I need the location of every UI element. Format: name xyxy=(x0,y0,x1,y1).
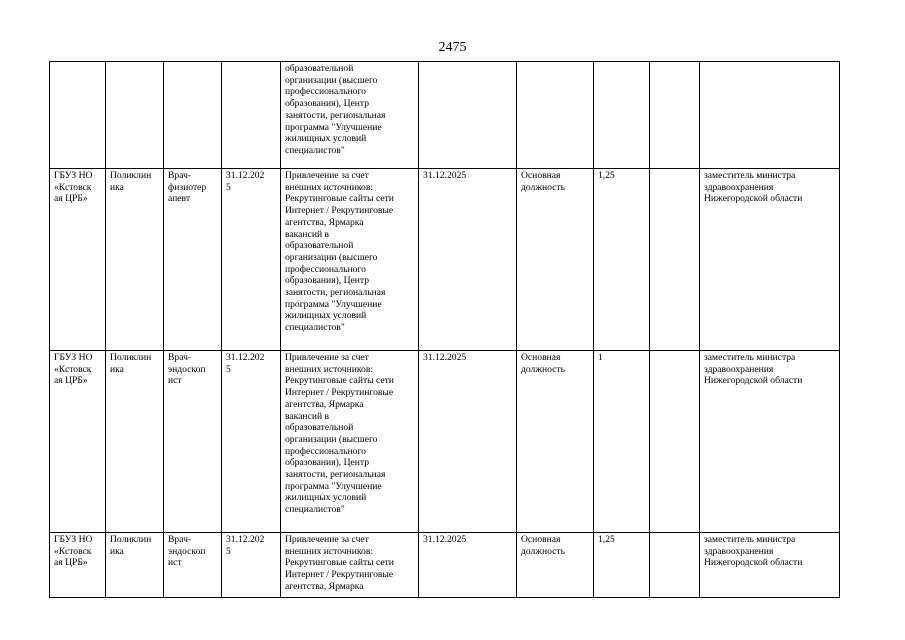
rate-cell xyxy=(594,62,650,169)
responsible-cell xyxy=(700,533,840,598)
deadline-cell xyxy=(419,169,517,351)
measures-cell-text: Привлечение за счет внешних источников: Рекрутинговые сайты сети Интернет / Рекрутинговые агентства, Ярмарка вакансий в образовательной организации (высшего профессионального образования), Центр занятости, региональная программа "Улучшение жилищных условий специалистов" xyxy=(285,352,394,516)
date-cell xyxy=(222,62,281,169)
position-cell xyxy=(164,169,222,351)
deadline-cell-text: 31.12.2025 xyxy=(423,170,467,181)
position-type-cell-text: Основная должность xyxy=(521,534,565,557)
organization-cell-text: ГБУЗ НО «Кстовск ая ЦРБ» xyxy=(54,534,93,569)
empty-cell xyxy=(650,62,700,169)
position-cell-text: Врач- эндоскоп ист xyxy=(168,352,206,387)
table-row xyxy=(50,533,840,598)
measures-cell-text: образовательной организации (высшего профессионального образования), Центр занятости, региональная программа "Улучшение жилищных условий специалистов" xyxy=(285,63,386,156)
responsible-cell xyxy=(700,62,840,169)
table-row xyxy=(50,351,840,533)
position-type-cell-text: Основная должность xyxy=(521,170,565,193)
measures-cell xyxy=(281,62,419,169)
date-cell-text: 31.12.202 5 xyxy=(226,534,265,557)
position-type-cell xyxy=(517,533,594,598)
position-type-cell xyxy=(517,62,594,169)
rate-cell-text: 1 xyxy=(598,352,603,363)
organization-cell xyxy=(50,533,106,598)
responsible-cell-text: заместитель министра здравоохранения Нижегородской области xyxy=(704,534,803,569)
division-cell-text: Поликлин ика xyxy=(110,170,152,193)
responsible-cell xyxy=(700,169,840,351)
division-cell xyxy=(106,533,164,598)
deadline-cell xyxy=(419,533,517,598)
rate-cell xyxy=(594,533,650,598)
organization-cell xyxy=(50,169,106,351)
rate-cell xyxy=(594,169,650,351)
deadline-cell-text: 31.12.2025 xyxy=(423,534,467,545)
deadline-cell-text: 31.12.2025 xyxy=(423,352,467,363)
position-cell xyxy=(164,351,222,533)
measures-cell xyxy=(281,169,419,351)
date-cell xyxy=(222,533,281,598)
position-type-cell xyxy=(517,169,594,351)
position-type-cell-text: Основная должность xyxy=(521,352,565,375)
responsible-cell xyxy=(700,351,840,533)
position-cell-text: Врач- эндоскоп ист xyxy=(168,534,206,569)
position-cell xyxy=(164,62,222,169)
organization-cell xyxy=(50,351,106,533)
empty-cell xyxy=(650,533,700,598)
date-cell-text: 31.12.202 5 xyxy=(226,352,265,375)
organization-cell xyxy=(50,62,106,169)
organization-cell-text: ГБУЗ НО «Кстовск ая ЦРБ» xyxy=(54,352,93,387)
measures-cell xyxy=(281,351,419,533)
rate-cell-text: 1,25 xyxy=(598,170,615,181)
measures-cell xyxy=(281,533,419,598)
division-cell-text: Поликлин ика xyxy=(110,352,152,375)
deadline-cell xyxy=(419,351,517,533)
table-row xyxy=(50,169,840,351)
deadline-cell xyxy=(419,62,517,169)
empty-cell xyxy=(650,169,700,351)
rate-cell xyxy=(594,351,650,533)
page-number: 2475 xyxy=(438,40,467,55)
division-cell xyxy=(106,62,164,169)
empty-cell xyxy=(650,351,700,533)
position-type-cell xyxy=(517,351,594,533)
measures-cell-text: Привлечение за счет внешних источников: Рекрутинговые сайты сети Интернет / Рекрутинговые агентства, Ярмарка xyxy=(285,534,394,592)
division-cell xyxy=(106,351,164,533)
responsible-cell-text: заместитель министра здравоохранения Нижегородской области xyxy=(704,170,803,205)
position-cell-text: Врач- физиотер апевт xyxy=(168,170,207,205)
organization-cell-text: ГБУЗ НО «Кстовск ая ЦРБ» xyxy=(54,170,93,205)
division-cell xyxy=(106,169,164,351)
date-cell xyxy=(222,351,281,533)
rate-cell-text: 1,25 xyxy=(598,534,615,545)
date-cell-text: 31.12.202 5 xyxy=(226,170,265,193)
table-row xyxy=(50,62,840,169)
division-cell-text: Поликлин ика xyxy=(110,534,152,557)
document-table xyxy=(49,61,840,598)
measures-cell-text: Привлечение за счет внешних источников: Рекрутинговые сайты сети Интернет / Рекрутинговые агентства, Ярмарка вакансий в образовательной организации (высшего профессионального образования), Центр занятости, региональная программа "Улучшение жилищных условий специалистов" xyxy=(285,170,394,334)
position-cell xyxy=(164,533,222,598)
date-cell xyxy=(222,169,281,351)
responsible-cell-text: заместитель министра здравоохранения Нижегородской области xyxy=(704,352,803,387)
